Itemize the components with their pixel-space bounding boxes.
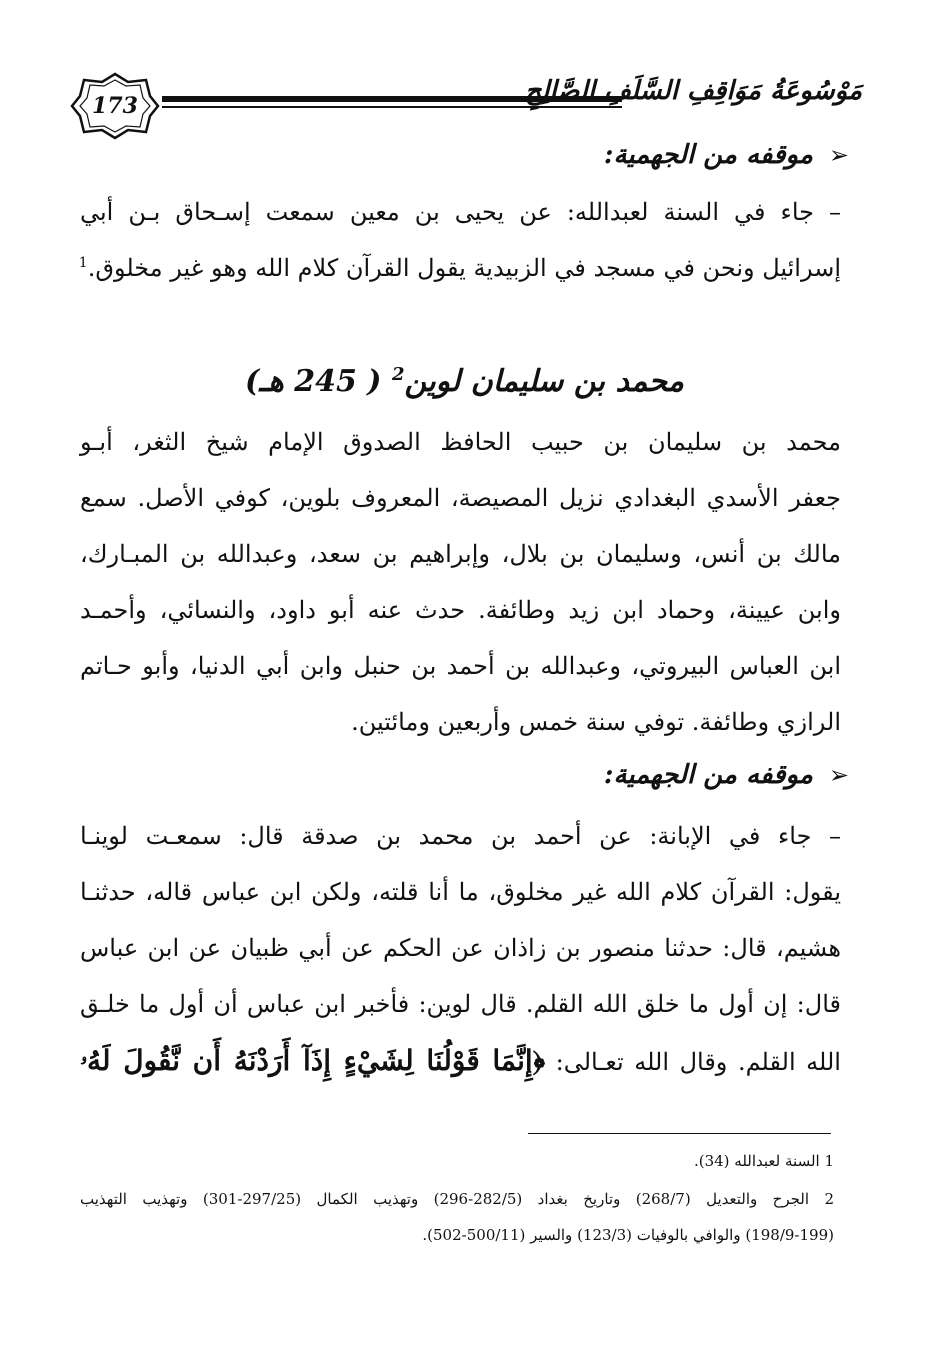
section-heading-text: موقفه من الجهمية: [603,140,813,170]
paragraph-line-text: الله القلم. وقال الله تعـالى: [555,1048,841,1076]
section-heading [604,760,849,790]
footnote: (198/9-199) والوافي بالوفيات (123/3) والسير (500/11-502). [422,1226,834,1244]
paragraph-line: محمد بن سليمان بن حبيب الحافظ الصدوق الإمام شيخ الثغر، أبـو [80,428,841,456]
page-number-badge [70,72,160,140]
arrow-left-icon: ➢ [828,141,849,169]
section-heading [604,140,849,170]
paragraph-line-text: إسرائيل ونحن في مسجد في الزبيدية يقول القرآن كلام الله وهو غير مخلوق. [87,254,841,282]
paragraph-line: هشيم، قال: حدثنا منصور بن زاذان عن الحكم عن أبي ظبيان عن ابن عباس [80,934,841,962]
paragraph-line [80,1044,841,1078]
bio-year: ( 245 هـ) [244,364,382,399]
bio-name: محمد بن سليمان لوين [404,364,684,399]
running-title: مَوْسُوعَةُ مَوَاقِفِ السَّلَفِ الصَّالِحِ [524,76,862,106]
paragraph-line: جعفر الأسدي البغدادي نزيل المصيصة، المعروف بلوين، كوفي الأصل. سمع [80,484,841,512]
page-header [70,70,862,144]
footnote-divider [528,1133,831,1134]
paragraph-line: الرازي وطائفة. توفي سنة خمس وأربعين ومائتين. [351,708,841,736]
paragraph-line: مالك بن أنس، وسليمان بن بلال، وإبراهيم بن سعد، وعبدالله بن المبـارك، [80,540,841,568]
page-number: 173 [92,93,138,119]
paragraph-line: يقول: القرآن كلام الله غير مخلوق، ما أنا قلته، ولكن ابن عباس قاله، حدثنـا [80,878,841,906]
section-heading-text: موقفه من الجهمية: [603,760,813,790]
header-rule-thin [162,106,622,108]
paragraph-line: قال: إن أول ما خلق الله القلم. قال لوين: فأخبر ابن عباس أن أول ما خلـق [80,990,841,1018]
footnote: 1 السنة لعبدالله (34). [693,1152,834,1170]
quran-verse: ﴿إِنَّمَا قَوْلُنَا لِشَيْءٍ إِذَآ أَرَدْنَهُ أَن نَّقُولَ لَهُۥ [80,1044,546,1077]
footnote-ref: 1 [78,255,88,271]
paragraph-line: ابن العباس البيروتي، وعبدالله بن أحمد بن حنبل وابن أبي الدنيا، وأبو حـاتم [80,652,841,680]
paragraph-line: – جاء في الإبانة: عن أحمد بن محمد بن صدقة قال: سمعـت لوينـا [80,822,841,850]
bio-title [200,364,729,399]
paragraph-line [80,254,841,282]
paragraph-line: – جاء في السنة لعبدالله: عن يحيى بن معين سمعت إسـحاق بـن أبي [80,198,841,226]
paragraph-line: وابن عيينة، وحماد ابن زيد وطائفة. حدث عنه أبو داود، والنسائي، وأحمـد [80,596,841,624]
footnote: 2 الجرح والتعديل (268/7) وتاريخ بغداد (282/5-296) وتهذيب الكمال (297/25-301) وتهذيب التهذيب [80,1190,834,1208]
arrow-left-icon: ➢ [828,761,849,789]
footnote-ref: 2 [391,364,405,385]
